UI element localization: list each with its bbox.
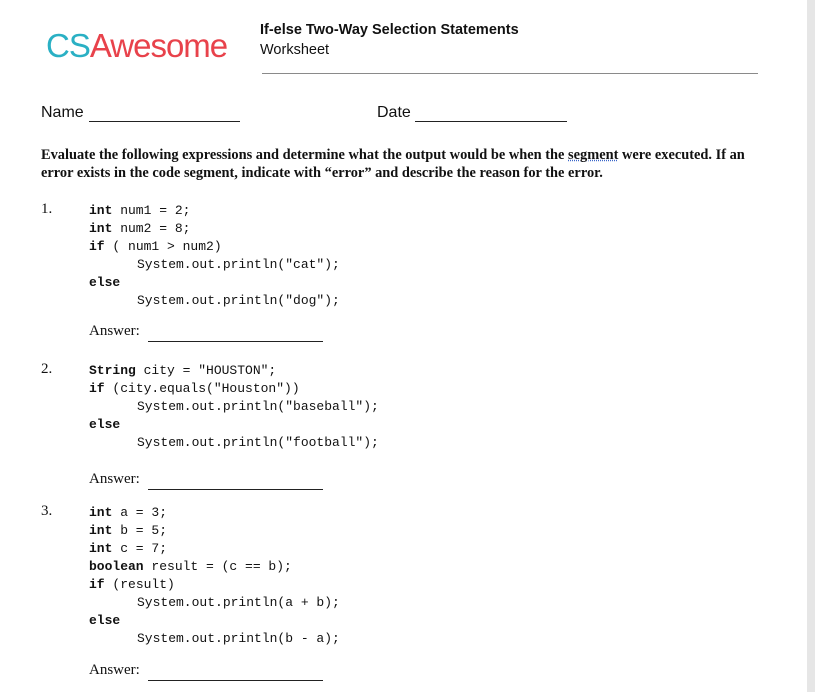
- date-blank[interactable]: [415, 121, 567, 122]
- code-line: int num2 = 8;: [89, 221, 191, 236]
- name-label: Name: [41, 104, 84, 121]
- problem-2-number: 2.: [41, 361, 53, 377]
- code-line: if (city.equals("Houston")): [89, 381, 300, 396]
- code-line: System.out.println("dog");: [137, 293, 340, 308]
- header-divider: [262, 73, 758, 74]
- problem-2-answer-blank[interactable]: [148, 489, 323, 490]
- code-line: else: [89, 275, 121, 290]
- problem-1-answer-blank[interactable]: [148, 341, 323, 342]
- problem-3-number: 3.: [41, 503, 53, 519]
- code-line: if (result): [89, 577, 175, 592]
- problem-3-code: [89, 504, 340, 648]
- code-line: System.out.println("football");: [137, 435, 379, 450]
- code-line: System.out.println("baseball");: [137, 399, 379, 414]
- code-line: else: [89, 417, 121, 432]
- code-line: System.out.println(a + b);: [137, 595, 340, 610]
- problem-3-answer-label: Answer:: [89, 662, 140, 678]
- worksheet-title: If-else Two-Way Selection Statements: [260, 22, 519, 38]
- code-line: int b = 5;: [89, 523, 168, 538]
- spellcheck-word: segment: [568, 147, 619, 163]
- csawesome-logo: CSAwesome: [46, 27, 228, 64]
- problem-2-code: [89, 362, 379, 452]
- code-line: int a = 3;: [89, 505, 168, 520]
- instructions: Evaluate the following expressions and determine what the output would be when the segment were executed. If an error exists in the code segment, indicate with “error” and describe the reason for the error.: [41, 147, 745, 181]
- code-line: int c = 7;: [89, 541, 168, 556]
- worksheet-subtitle: Worksheet: [260, 42, 330, 58]
- problem-1-number: 1.: [41, 201, 53, 217]
- code-line: if ( num1 > num2): [89, 239, 222, 254]
- code-line: int num1 = 2;: [89, 203, 191, 218]
- problem-2-answer-label: Answer:: [89, 471, 140, 487]
- code-line: else: [89, 613, 121, 628]
- code-line: boolean result = (c == b);: [89, 559, 292, 574]
- code-line: System.out.println(b - a);: [137, 631, 340, 646]
- code-line: String city = "HOUSTON";: [89, 363, 277, 378]
- name-blank[interactable]: [89, 121, 240, 122]
- problem-3-answer-blank[interactable]: [148, 680, 323, 681]
- problem-1-code: [89, 202, 340, 310]
- page-scroll-edge: [807, 0, 815, 692]
- date-label: Date: [377, 104, 411, 121]
- problem-1-answer-label: Answer:: [89, 323, 140, 339]
- code-line: System.out.println("cat");: [137, 257, 340, 272]
